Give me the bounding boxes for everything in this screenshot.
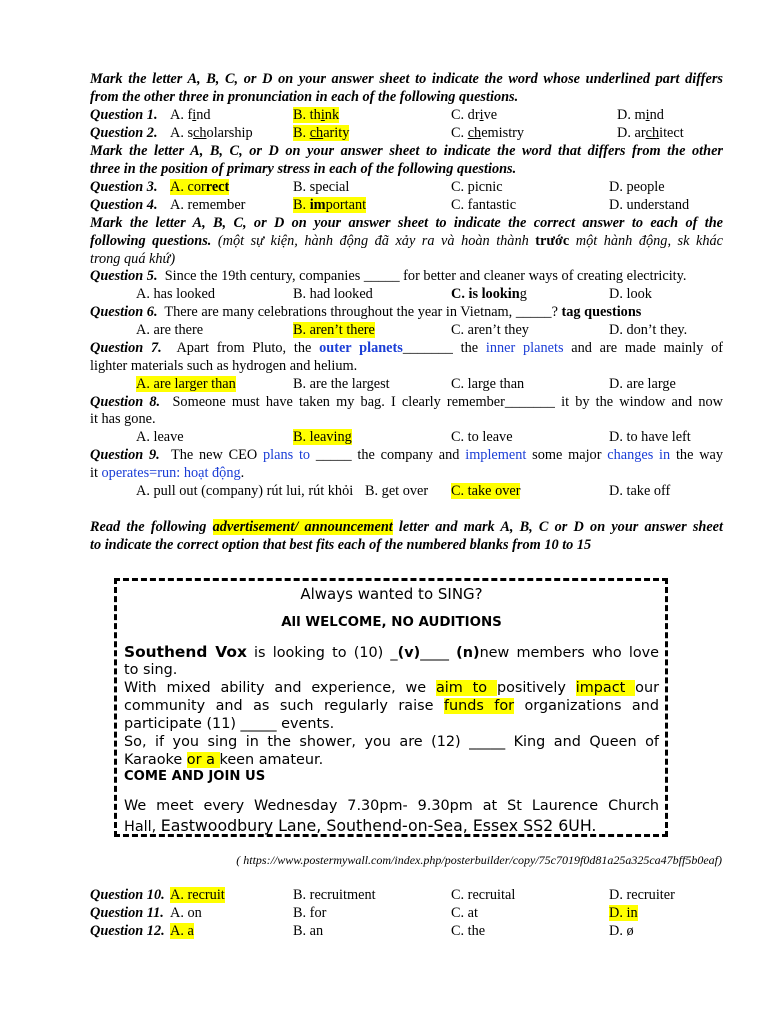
question-7-stem-line-2: lighter materials such as hydrogen and helium. [90, 358, 358, 374]
question-7-option-c: C. large than [451, 376, 525, 392]
question-4-label: Question 4. [90, 197, 158, 213]
ad-line-7: Karaoke or a keen amateur. [124, 752, 324, 768]
question-4-option-b: B. important [293, 197, 367, 213]
question-9-option-a: A. pull out (company) rút lui, rút khỏi [136, 483, 354, 499]
ad-subtitle: All WELCOME, NO AUDITIONS [281, 615, 502, 630]
question-2-option-d: D. architect [617, 125, 684, 141]
question-6-stem: Question 6. There are many celebrations throughout the year in Vietnam, _____? tag questions [90, 304, 642, 320]
question-5-option-d: D. look [609, 286, 652, 302]
question-11-label: Question 11. [90, 905, 164, 921]
question-7-option-a: A. are larger than [136, 376, 236, 392]
stress-instruction-line-2: three in the position of primary stress in each of the following questions. [90, 161, 517, 177]
question-7-option-d: D. are large [609, 376, 676, 392]
ad-line-4: community and as such regularly raise funds for organizations and [124, 698, 659, 714]
question-6-option-a: A. are there [136, 322, 204, 338]
question-3-option-b: B. special [293, 179, 350, 195]
reading-instruction-line-2: to indicate the correct option that best fits each of the numbered blanks from 10 to 15 [90, 537, 592, 553]
question-2-label: Question 2. [90, 125, 158, 141]
pronunciation-instruction-line-2: from the other three in pronunciation in each of the following questions. [90, 89, 519, 105]
question-9-option-d: D. take off [609, 483, 671, 499]
question-10-label: Question 10. [90, 887, 165, 903]
question-1-option-b: B. think [293, 107, 340, 123]
question-1-option-c: C. drive [451, 107, 498, 123]
question-10-option-b: B. recruitment [293, 887, 376, 903]
question-2-option-b: B. charity [293, 125, 350, 141]
question-6-option-b: B. aren’t there [293, 322, 375, 338]
question-12-option-d: D. ø [609, 923, 634, 939]
question-7-stem: Question 7. Apart from Pluto, the outer planets_______ the inner planets and are made mainly of [90, 340, 723, 356]
ad-line-3: With mixed ability and experience, we aim to positively impact our [124, 680, 659, 696]
question-4-option-a: A. remember [170, 197, 246, 213]
question-12-option-b: B. an [293, 923, 324, 939]
question-10-option-c: C. recruital [451, 887, 516, 903]
question-11-option-a: A. on [170, 905, 202, 921]
ad-line-6: So, if you sing in the shower, you are (12) _____ King and Queen of [124, 734, 659, 750]
question-2-option-a: A. scholarship [170, 125, 253, 141]
question-12-option-a: A. a [170, 923, 194, 939]
question-8-option-c: C. to leave [451, 429, 513, 445]
question-1-option-d: D. mind [617, 107, 664, 123]
correct-answer-instruction-line-3: trong quá khứ) [90, 251, 176, 267]
ad-address: Hall, Eastwoodbury Lane, Southend-on-Sea, Essex SS2 6UH. [124, 816, 597, 835]
question-11-option-c: C. at [451, 905, 479, 921]
question-2-option-c: C. chemistry [451, 125, 525, 141]
question-8-stem: Question 8. Someone must have taken my bag. I clearly remember_______ it by the window and now [90, 394, 723, 410]
question-1-label: Question 1. [90, 107, 158, 123]
question-1-option-a: A. find [170, 107, 211, 123]
question-10-option-d: D. recruiter [609, 887, 675, 903]
question-11-option-d: D. in [609, 905, 638, 921]
question-7-option-b: B. are the largest [293, 376, 390, 392]
question-3-label: Question 3. [90, 179, 158, 195]
source-link[interactable]: ( https://www.postermywall.com/index.php/posterbuilder/copy/75c7019f0d81a25a325ca47bff5b0eaf) [236, 853, 722, 867]
question-5-option-a: A. has looked [136, 286, 216, 302]
question-11-option-b: B. for [293, 905, 327, 921]
question-8-option-d: D. to have left [609, 429, 691, 445]
question-9-option-b: B. get over [365, 483, 429, 499]
correct-answer-instruction-line-2: following questions. (một sự kiện, hành động đã xảy ra và hoàn thành trước một hành động, sk khác [90, 233, 723, 249]
ad-line-9: We meet every Wednesday 7.30pm- 9.30pm at St Laurence Church [124, 798, 659, 814]
ad-line-2: to sing. [124, 662, 178, 678]
question-5-option-b: B. had looked [293, 286, 373, 302]
question-4-option-c: C. fantastic [451, 197, 517, 213]
question-6-option-c: C. aren’t they [451, 322, 529, 338]
question-4-option-d: D. understand [609, 197, 690, 213]
question-12-option-c: C. the [451, 923, 486, 939]
question-3-option-c: C. picnic [451, 179, 503, 195]
stress-instruction: Mark the letter A, B, C, or D on your answer sheet to indicate the word that differs from the other [90, 143, 723, 159]
correct-answer-instruction: Mark the letter A, B, C, or D on your answer sheet to indicate the correct answer to each of the [90, 215, 723, 231]
question-12-label: Question 12. [90, 923, 165, 939]
question-3-option-a: A. correct [170, 179, 230, 195]
question-9-stem-line-2: it operates=run: hoạt động. [90, 465, 245, 481]
question-6-option-d: D. don’t they. [609, 322, 688, 338]
question-3-option-d: D. people [609, 179, 665, 195]
ad-line-1: Southend Vox is looking to (10) _(v)____ (n)new members who love [124, 643, 659, 661]
ad-title: Always wanted to SING? [300, 585, 483, 603]
question-5-stem: Question 5. Since the 19th century, companies _____ for better and cleaner ways of creating electricity. [90, 268, 687, 284]
question-10-option-a: A. recruit [170, 887, 225, 903]
ad-line-5: participate (11) _____ events. [124, 716, 335, 732]
question-9-option-c: C. take over [451, 483, 521, 499]
question-8-stem-line-2: it has gone. [90, 411, 156, 427]
question-8-option-a: A. leave [136, 429, 184, 445]
question-5-option-c: C. is looking [451, 286, 527, 302]
reading-instruction: Read the following advertisement/ announcement letter and mark A, B, C or D on your answer sheet [90, 519, 724, 535]
pronunciation-instruction: Mark the letter A, B, C, or D on your answer sheet to indicate the word whose underlined part differs [90, 71, 723, 87]
ad-call-to-action: COME AND JOIN US [124, 769, 266, 784]
question-9-stem: Question 9. The new CEO plans to _____ the company and implement some major changes in the way [90, 447, 724, 463]
question-8-option-b: B. leaving [293, 429, 352, 445]
